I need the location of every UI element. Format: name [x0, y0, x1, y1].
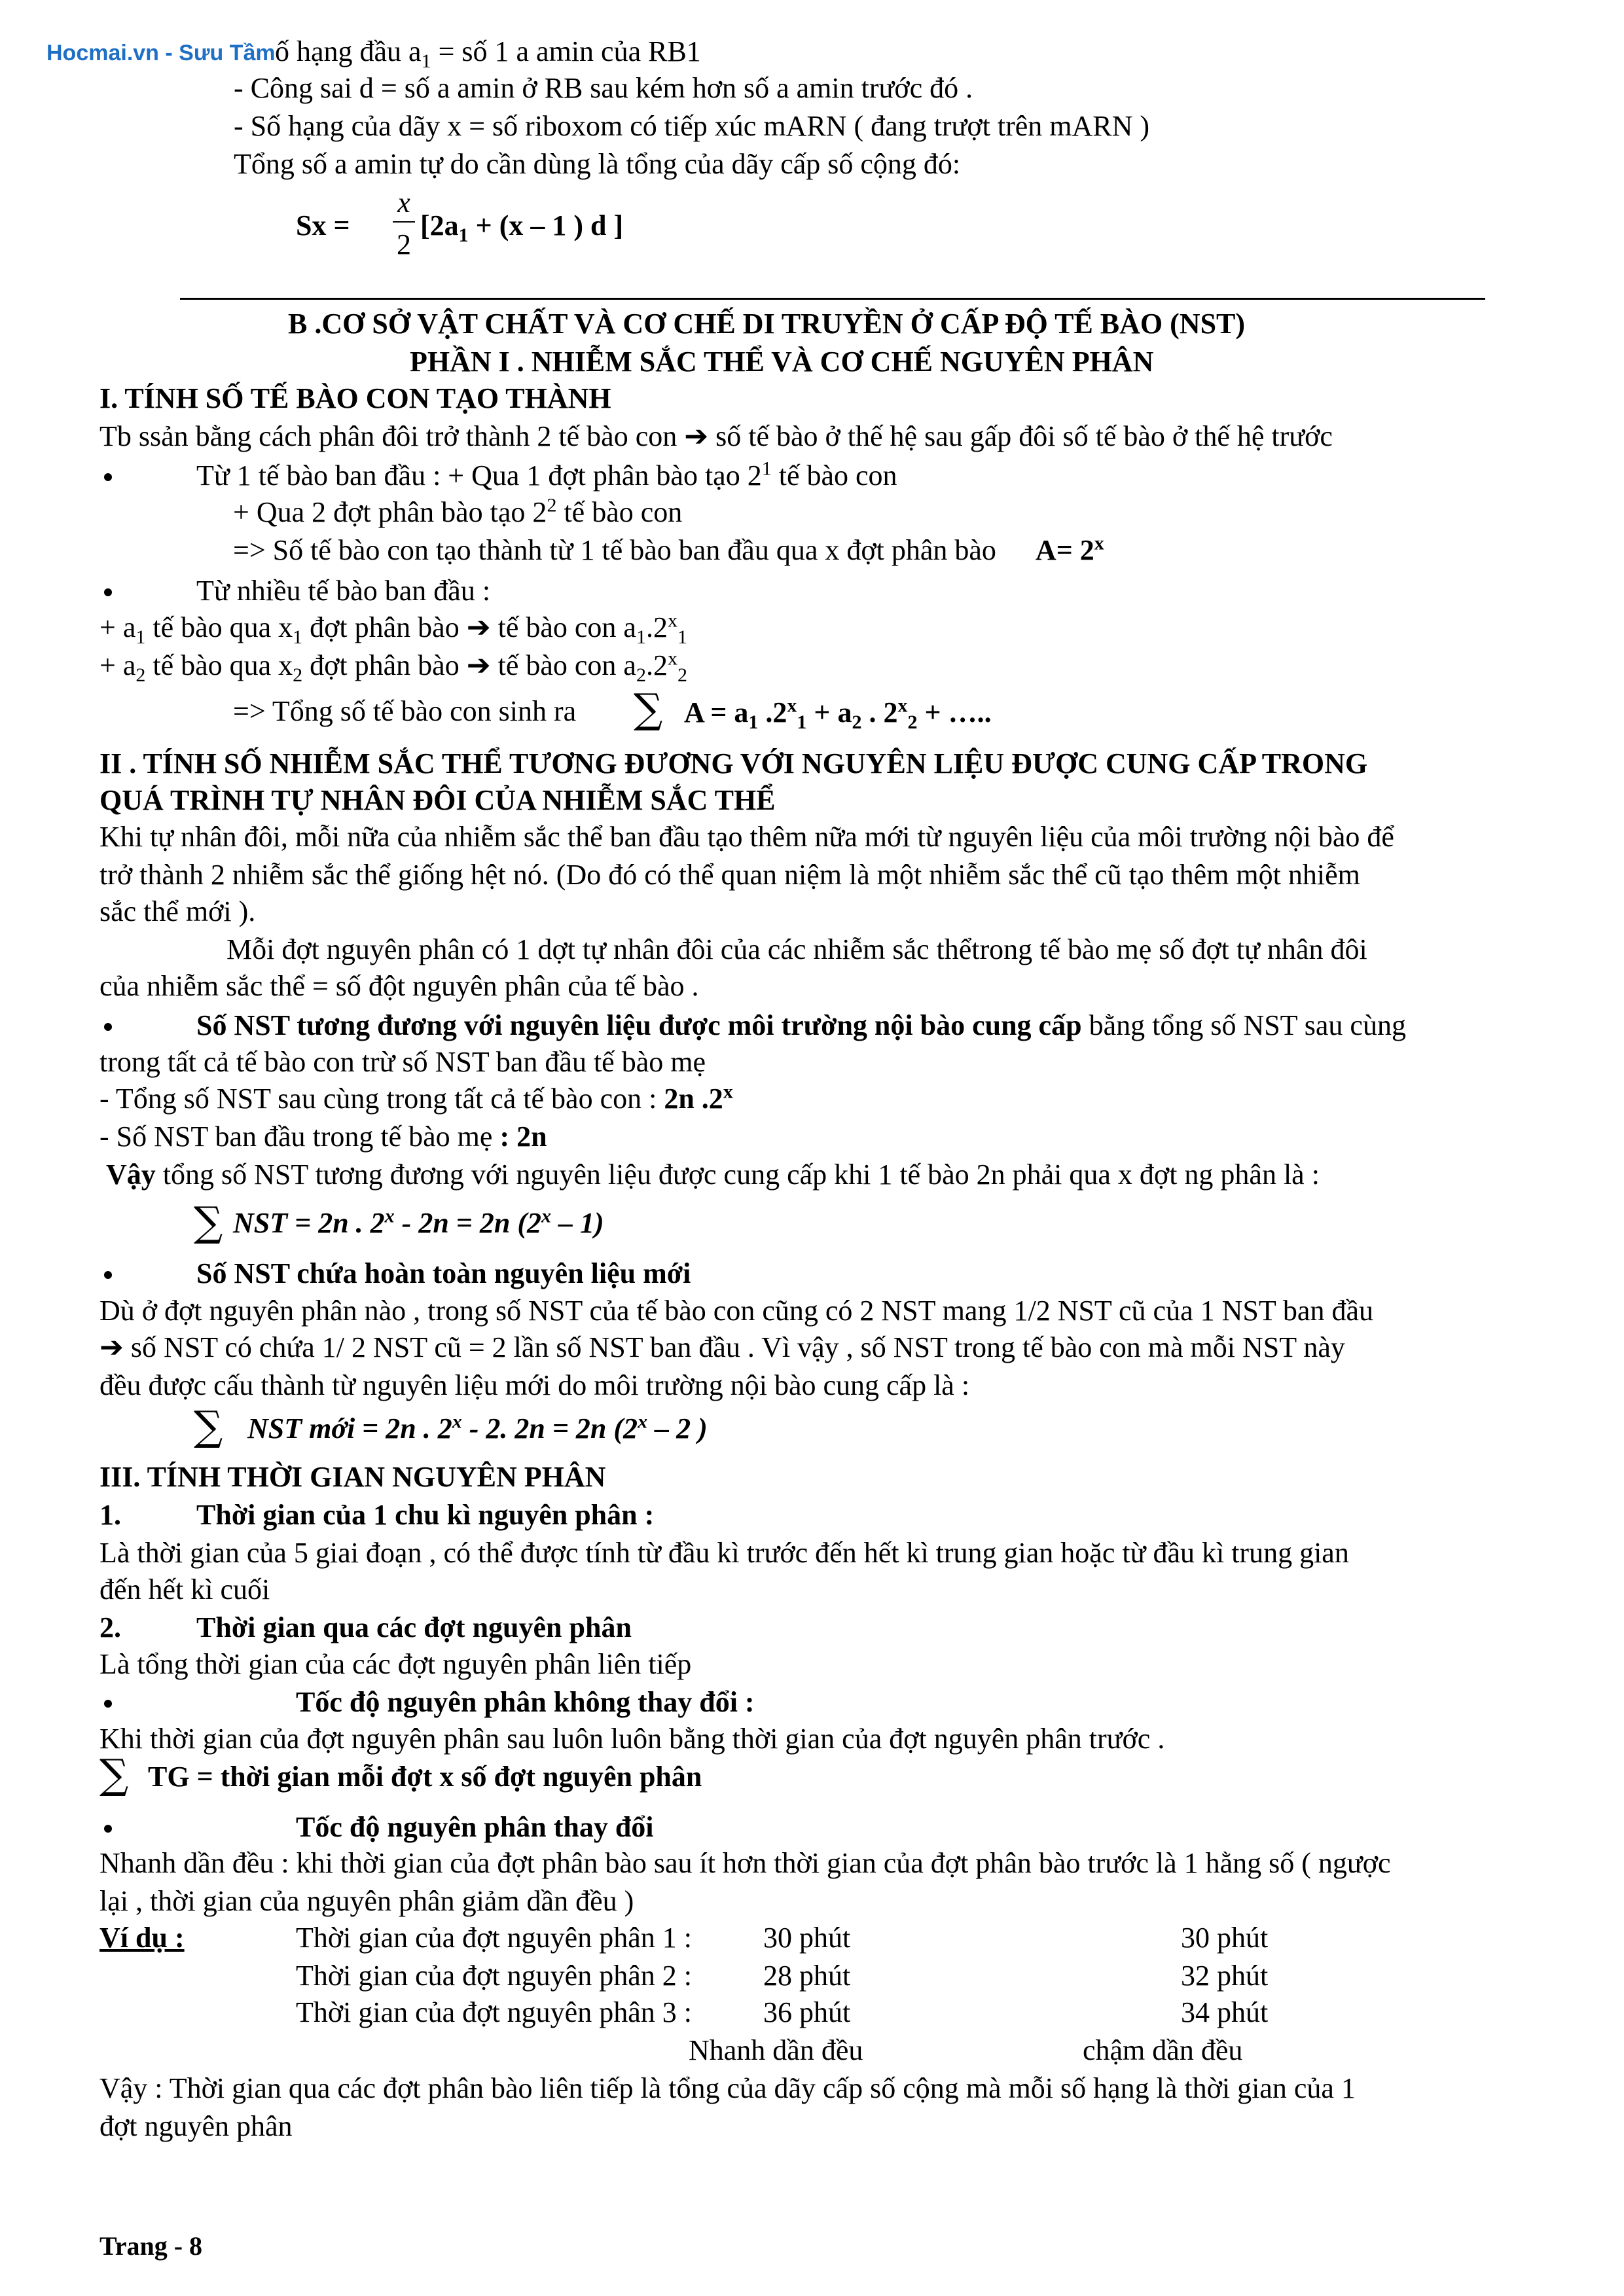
subheading-1-number: 1. [99, 1499, 121, 1531]
example-caption: chậm dần đều [1083, 2034, 1243, 2066]
text-line: đợt nguyên phân [99, 2110, 293, 2142]
example-row-value: 28 phút [763, 1960, 851, 1992]
sigma-icon: ∑ [99, 1750, 129, 1798]
heading-b: B .CƠ SỞ VẬT CHẤT VÀ CƠ CHẾ DI TRUYỀN Ở CẤP ĐỘ TẾ BÀO (NST) [288, 308, 1246, 340]
text-line: đều được cấu thành từ nguyên liệu mới do môi trường nội bào cung cấp là : [99, 1369, 970, 1401]
example-row-value: 36 phút [763, 1996, 851, 2028]
example-row-label: Thời gian của đợt nguyên phân 3 : [296, 1996, 692, 2028]
text-line: - Tổng số NST sau cùng trong tất cả tế bào con : 2n .2$^x$ [99, 1081, 733, 1115]
heading-part: PHẦN I . NHIỄM SẮC THỂ VÀ CƠ CHẾ NGUYÊN PHÂN [410, 346, 1154, 378]
sigma-icon: ∑ [634, 685, 663, 732]
text-line: Tb ssản bằng cách phân đôi trở thành 2 tế bào con ➔ số tế bào ở thế hệ sau gấp đôi số tế bào ở thế hệ trước [99, 420, 1333, 452]
text-line: Vậy tổng số NST tương đương với nguyên liệu được cung cấp khi 1 tế bào 2n phải qua x đợt ng phân là : [106, 1158, 1320, 1191]
example-caption: Nhanh dần đều [689, 2034, 863, 2066]
example-row-label: Thời gian của đợt nguyên phân 2 : [296, 1960, 692, 1992]
text-line: Mỗi đợt nguyên phân có 1 dợt tự nhân đôi của các nhiễm sắc thểtrong tế bào mẹ số đợt tự nhân đôi [226, 933, 1367, 965]
text-line: Tổng số a amin tự do cần dùng là tổng của dãy cấp số cộng đó: [234, 148, 961, 180]
formula-tg: TG = thời gian mỗi đợt x số đợt nguyên phân [148, 1761, 702, 1793]
formula-a: $A= 2^x$ [1035, 532, 1104, 566]
text-line: - Công sai d = số a amin ở RB sau kém hơn số a amin trước đó . [234, 72, 973, 104]
text-line: - Số hạng của dãy x = số riboxom có tiếp xúc mARN ( đang trượt trên mARN ) [234, 110, 1150, 142]
example-row-value: 30 phút [1181, 1922, 1269, 1954]
bullet-icon [104, 473, 112, 481]
example-label: Ví dụ : [99, 1922, 185, 1954]
text-line: + $a_1$ tế bào qua $x_1$ đợt phân bào ➔ tế bào con $a_1.2^x_1$ [99, 609, 687, 648]
text-line: Khi tự nhân đôi, mỗi nữa của nhiễm sắc thể ban đầu tạo thêm nữa mới từ nguyên liệu của môi trường nội bào để [99, 821, 1394, 853]
text-line: ố hạng đầu $a_1$ = số 1 a amin của RB1 [275, 35, 701, 72]
bullet-icon [104, 1825, 112, 1833]
text-line: Từ nhiều tế bào ban đầu : [196, 575, 491, 607]
bullet-icon [104, 1700, 112, 1708]
text-line: Là tổng thời gian của các đợt nguyên phân liên tiếp [99, 1648, 692, 1680]
sigma-icon: ∑ [194, 1198, 223, 1246]
section-title-2-cont: QUÁ TRÌNH TỰ NHÂN ĐÔI CỦA NHIỄM SẮC THỂ [99, 784, 776, 816]
horizontal-divider [180, 298, 1485, 300]
subheading-1: Thời gian của 1 chu kì nguyên phân : [196, 1499, 655, 1531]
bullet-icon [104, 1271, 112, 1279]
subheading-2: Thời gian qua các đợt nguyên phân [196, 1611, 632, 1643]
arrow-icon: ➔ [466, 649, 491, 681]
example-row-value: 34 phút [1181, 1996, 1269, 2028]
arrow-icon: ➔ [99, 1331, 124, 1363]
formula-nst-2: NST mới = 2n . 2$^x$ - 2. 2n = 2n (2$^x$ – 2 ) [247, 1410, 708, 1444]
example-row-value: 32 phút [1181, 1960, 1269, 1992]
formula-nst-1: NST = 2n . 2$^x$ - 2n = 2n (2$^x$ – 1) [233, 1205, 604, 1239]
text-line: Vậy : Thời gian qua các đợt phân bào liên tiếp là tổng của dãy cấp số cộng mà mỗi số hạng là thời gian của 1 [99, 2072, 1356, 2104]
text-line: trong tất cả tế bào con trừ số NST ban đầu tế bào mẹ [99, 1046, 706, 1078]
example-row-value: 30 phút [763, 1922, 851, 1954]
sigma-icon: ∑ [194, 1402, 223, 1450]
example-row-label: Thời gian của đợt nguyên phân 1 : [296, 1922, 692, 1954]
bullet-heading: Tốc độ nguyên phân không thay đổi : [296, 1686, 755, 1718]
bullet-heading: Tốc độ nguyên phân thay đổi [296, 1811, 654, 1843]
section-title-2: II . TÍNH SỐ NHIỄM SẮC THỂ TƯƠNG ĐƯƠNG VỚI NGUYÊN LIỆU ĐƯỢC CUNG CẤP TRONG [99, 747, 1368, 780]
text-line: lại , thời gian của nguyên phân giảm dần đều ) [99, 1885, 634, 1917]
page-footer: Trang - 8 [99, 2231, 203, 2261]
text-line: + Qua 2 đợt phân bào tạo $2^2$ tế bào con [233, 494, 683, 528]
fraction-bar [393, 221, 415, 223]
text-line: trở thành 2 nhiễm sắc thể giống hệt nó. (Do đó có thể quan niệm là một nhiễm sắc thể cũ tạo thêm một nhiễm [99, 859, 1360, 891]
text-line: sắc thể mới ). [99, 895, 256, 927]
arrow-icon: ➔ [466, 611, 491, 643]
text-line: Số NST tương đương với nguyên liệu được môi trường nội bào cung cấp bằng tổng số NST sau cùng [196, 1009, 1406, 1041]
text-line: => Tổng số tế bào con sinh ra [233, 695, 577, 727]
bullet-icon [104, 588, 112, 596]
text-line: Là thời gian của 5 giai đoạn , có thể được tính từ đầu kì trước đến hết kì trung gian hoặc từ đầu kì trung gian [99, 1537, 1349, 1569]
text-line: + $a_2$ tế bào qua $x_2$ đợt phân bào ➔ tế bào con $a_2.2^x_2$ [99, 647, 687, 686]
section-title-1: I. TÍNH SỐ TẾ BÀO CON TẠO THÀNH [99, 382, 611, 414]
formula-total: $A = a_1$ $.2^x_1 + a_2$ . $2^x_2$ + ….. [684, 694, 992, 733]
sx-formula: [$2a_1 + (x - 1$ ) d ] [420, 209, 624, 246]
text-line: Từ 1 tế bào ban đầu : + Qua 1 đợt phân bào tạo $2^1$ tế bào con [196, 457, 897, 492]
text-line: ➔ số NST có chứa 1/ 2 NST cũ = 2 lần số NST ban đầu . Vì vậy , số NST trong tế bào con mà mỗi NST này [99, 1331, 1345, 1363]
watermark-logo: Hocmai.vn - Sưu Tầm [46, 41, 276, 65]
text-line: => Số tế bào con tạo thành từ 1 tế bào ban đầu qua x đợt phân bào $A= 2^x$ [233, 532, 1104, 566]
text-line: Khi thời gian của đợt nguyên phân sau luôn luôn bằng thời gian của đợt nguyên phân trước . [99, 1723, 1165, 1755]
text-line: - Số NST ban đầu trong tế bào mẹ : 2n [99, 1121, 547, 1153]
bullet-icon [104, 1023, 112, 1031]
sx-label: Sx = [296, 209, 350, 242]
fraction-numerator: x [397, 187, 410, 219]
section-title-3: III. TÍNH THỜI GIAN NGUYÊN PHÂN [99, 1461, 606, 1493]
fraction-denominator: 2 [397, 228, 411, 260]
subheading-2-number: 2. [99, 1611, 121, 1643]
text-line: đến hết kì cuối [99, 1573, 270, 1605]
text-line: Dù ở đợt nguyên phân nào , trong số NST của tế bào con cũng có 2 NST mang 1/2 NST cũ của 1 NST ban đầu [99, 1295, 1373, 1327]
text-line: của nhiễm sắc thể = số đột nguyên phân của tế bào . [99, 970, 699, 1002]
text-line: Số NST chứa hoàn toàn nguyên liệu mới [196, 1257, 691, 1289]
arrow-icon: ➔ [684, 420, 709, 452]
text-line: Nhanh dần đều : khi thời gian của đợt phân bào sau ít hơn thời gian của đợt phân bào trước là 1 hằng số ( ngược [99, 1847, 1391, 1879]
